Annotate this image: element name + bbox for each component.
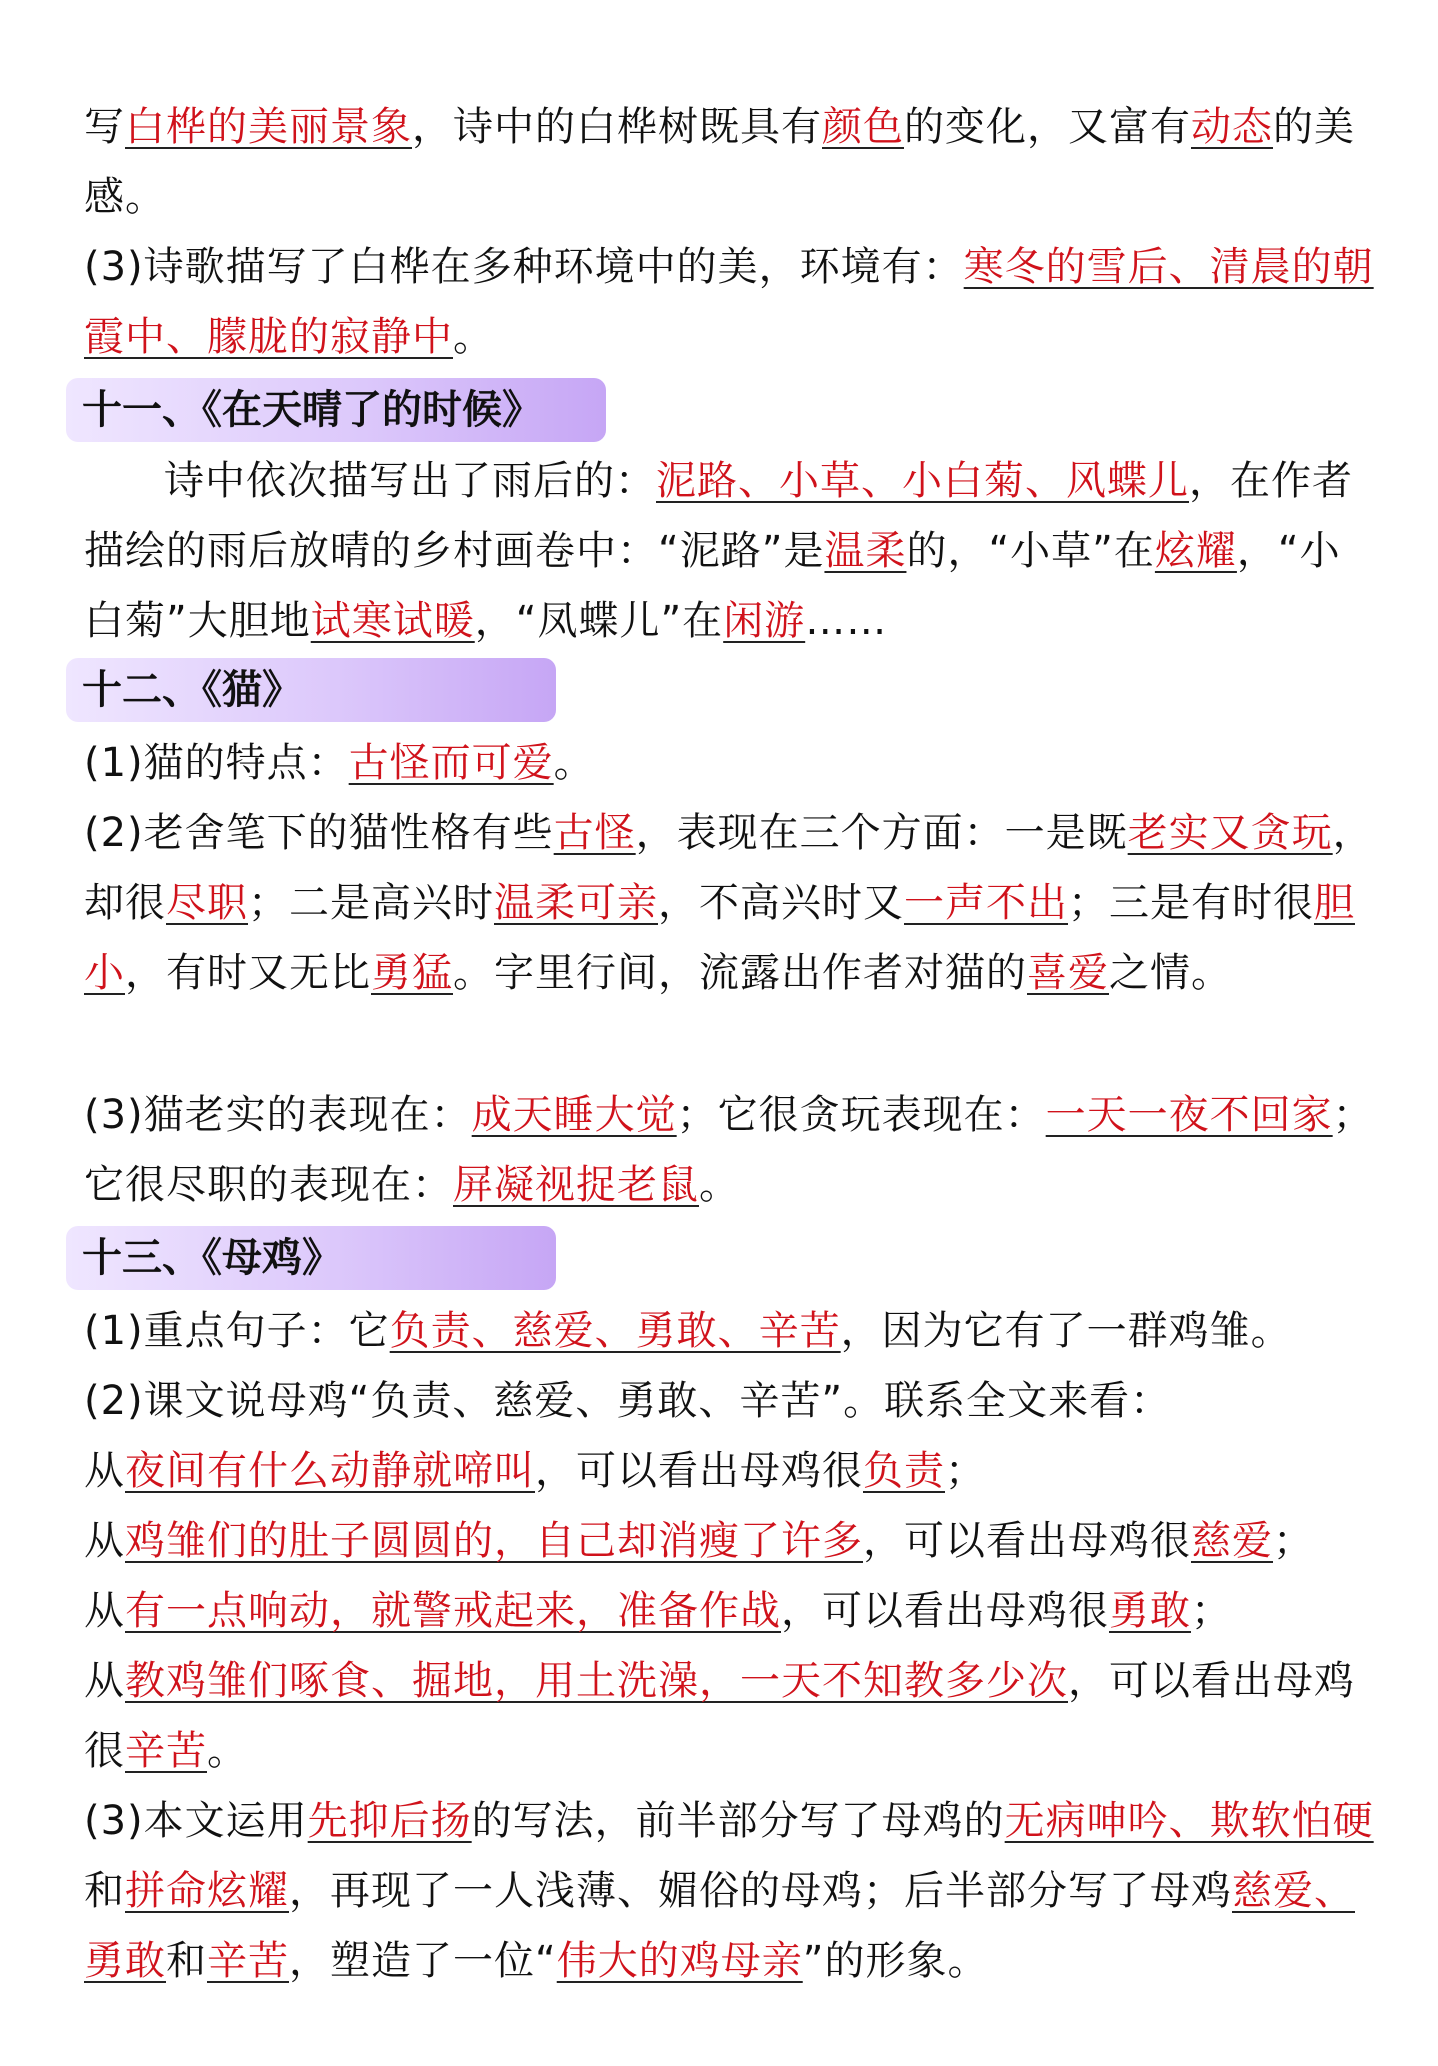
highlight: 温柔 <box>824 528 907 574</box>
highlight: 古怪 <box>553 810 636 856</box>
text: 从 <box>84 1518 125 1564</box>
text: ，表现在三个方面：一是既 <box>635 810 1128 856</box>
highlight: 动态 <box>1191 104 1273 150</box>
paragraph-cat-behaviors <box>84 1080 1374 1220</box>
paragraph-sunny-day <box>84 446 1374 656</box>
text: ，塑造了一位“ <box>289 1938 557 1984</box>
text: ，不高兴时又 <box>658 880 904 926</box>
text: ； <box>1191 1588 1232 1634</box>
highlight: 颜色 <box>822 104 904 150</box>
text: 。 <box>699 1162 740 1208</box>
highlight: 尽职 <box>166 880 248 926</box>
highlight: 有一点响动，就警戒起来，准备作战 <box>125 1588 781 1634</box>
text: 和 <box>84 1868 125 1914</box>
text: ，可以看出母鸡很 <box>781 1588 1109 1634</box>
highlight: 古怪而可爱 <box>348 740 554 786</box>
text: 写 <box>84 104 125 150</box>
text: 诗中依次描写出了雨后的： <box>164 458 656 504</box>
text: (3)诗歌描写了白桦在多种环境中的美，环境有： <box>84 244 964 290</box>
paragraph-cat-traits <box>84 728 1374 798</box>
paragraph-hen-writing-technique <box>84 1786 1374 1996</box>
highlight: 负责、慈爱、勇敢、辛苦 <box>389 1308 841 1354</box>
highlight: 负责 <box>863 1448 945 1494</box>
text: ，再现了一人浅薄、媚俗的母鸡；后半部分写了母鸡 <box>289 1868 1232 1914</box>
text: ；它很尽职的表现在： <box>84 1092 1374 1208</box>
text: 从 <box>84 1588 125 1634</box>
highlight: 一天一夜不回家 <box>1045 1092 1333 1138</box>
paragraph-hen-hardworking <box>84 1646 1374 1786</box>
text: ，因为它有了一群鸡雏。 <box>840 1308 1292 1354</box>
section-heading-11: 十一、《在天晴了的时候》 <box>66 378 606 442</box>
text: 。 <box>453 314 494 360</box>
text: 的变化，又富有 <box>904 104 1191 150</box>
section-heading-12: 十二、《猫》 <box>66 658 556 722</box>
highlight: 温柔可亲 <box>494 880 658 926</box>
text: ；它很贪玩表现在： <box>676 1092 1046 1138</box>
text: (2)课文说母鸡“负责、慈爱、勇敢、辛苦”。联系全文来看： <box>84 1378 1172 1424</box>
paragraph-birch-environments <box>84 232 1374 372</box>
highlight: 勇敢 <box>1109 1588 1191 1634</box>
text: 从 <box>84 1658 125 1704</box>
text: 。字里行间，流露出作者对猫的 <box>453 950 1027 996</box>
text: ，可以看出母鸡很 <box>535 1448 863 1494</box>
highlight: 一声不出 <box>904 880 1068 926</box>
text: ，有时又无比 <box>125 950 371 996</box>
highlight: 寒冬的雪后、清晨的朝霞中、朦胧的寂静中 <box>84 244 1374 360</box>
text: 从 <box>84 1448 125 1494</box>
text: (1)猫的特点： <box>84 740 349 786</box>
highlight: 喜爱 <box>1027 950 1109 996</box>
text: ，可以看出母鸡很 <box>863 1518 1191 1564</box>
highlight: 泥路、小草、小白菊、风蝶儿 <box>656 458 1189 504</box>
highlight: 炫耀 <box>1154 528 1237 574</box>
text: ，诗中的白桦树既具有 <box>412 104 822 150</box>
highlight: 试寒试暖 <box>310 598 475 644</box>
text: ； <box>945 1448 986 1494</box>
text: 之情。 <box>1109 950 1232 996</box>
highlight: 无病呻吟、欺软怕硬 <box>1004 1798 1374 1844</box>
highlight: 拼命炫耀 <box>125 1868 289 1914</box>
highlight: 教鸡雏们啄食、掘地，用土洗澡，一天不知教多少次 <box>125 1658 1068 1704</box>
highlight: 老实又贪玩 <box>1127 810 1333 856</box>
highlight: 辛苦 <box>125 1728 207 1774</box>
paragraph-hen-brave <box>84 1576 1374 1646</box>
text: ，在作者描绘的雨后放晴的乡村画卷中：“泥路”是 <box>84 458 1353 574</box>
text: 和 <box>166 1938 207 1984</box>
text: …… <box>805 598 888 644</box>
highlight: 屏凝视捉老鼠 <box>453 1162 699 1208</box>
text: ； <box>1273 1518 1314 1564</box>
text: (3)本文运用 <box>84 1798 308 1844</box>
text: 的，“小草”在 <box>906 528 1155 574</box>
text: ；二是高兴时 <box>248 880 494 926</box>
text: ”的形象。 <box>802 1938 989 1984</box>
highlight: 先抑后扬 <box>307 1798 472 1844</box>
text: ，可以看出母鸡很 <box>84 1658 1355 1774</box>
highlight: 慈爱 <box>1191 1518 1273 1564</box>
text: 。 <box>207 1728 248 1774</box>
section-heading-13: 十三、《母鸡》 <box>66 1226 556 1290</box>
highlight: 慈爱、勇敢 <box>84 1868 1355 1984</box>
highlight: 辛苦 <box>207 1938 289 1984</box>
text: (2)老舍笔下的猫性格有些 <box>84 810 554 856</box>
highlight: 勇猛 <box>371 950 453 996</box>
highlight: 白桦的美丽景象 <box>125 104 412 150</box>
highlight: 伟大的鸡母亲 <box>556 1938 803 1984</box>
paragraph-hen-loving <box>84 1506 1374 1576</box>
text: 。 <box>553 740 595 786</box>
text: (3)猫老实的表现在： <box>84 1092 472 1138</box>
text: ，“小白菊”大胆地 <box>84 528 1341 644</box>
paragraph-hen-intro <box>84 1366 1374 1436</box>
text: ；三是有时很 <box>1068 880 1314 926</box>
paragraph-cat-personality <box>84 798 1374 1008</box>
highlight: 胆小 <box>84 880 1355 996</box>
text: ，却很 <box>84 810 1374 926</box>
highlight: 成天睡大觉 <box>471 1092 677 1138</box>
text: 的写法，前半部分写了母鸡的 <box>471 1798 1005 1844</box>
text: ，“凤蝶儿”在 <box>474 598 724 644</box>
highlight: 鸡雏们的肚子圆圆的，自己却消瘦了许多 <box>125 1518 863 1564</box>
highlight: 闲游 <box>723 598 806 644</box>
paragraph-hen-key-sentence <box>84 1296 1374 1366</box>
text: 的美感。 <box>84 104 1355 220</box>
text: (1)重点句子：它 <box>84 1308 390 1354</box>
highlight: 夜间有什么动静就啼叫 <box>125 1448 535 1494</box>
paragraph-birch-intro <box>84 92 1374 232</box>
paragraph-hen-responsible <box>84 1436 1374 1506</box>
